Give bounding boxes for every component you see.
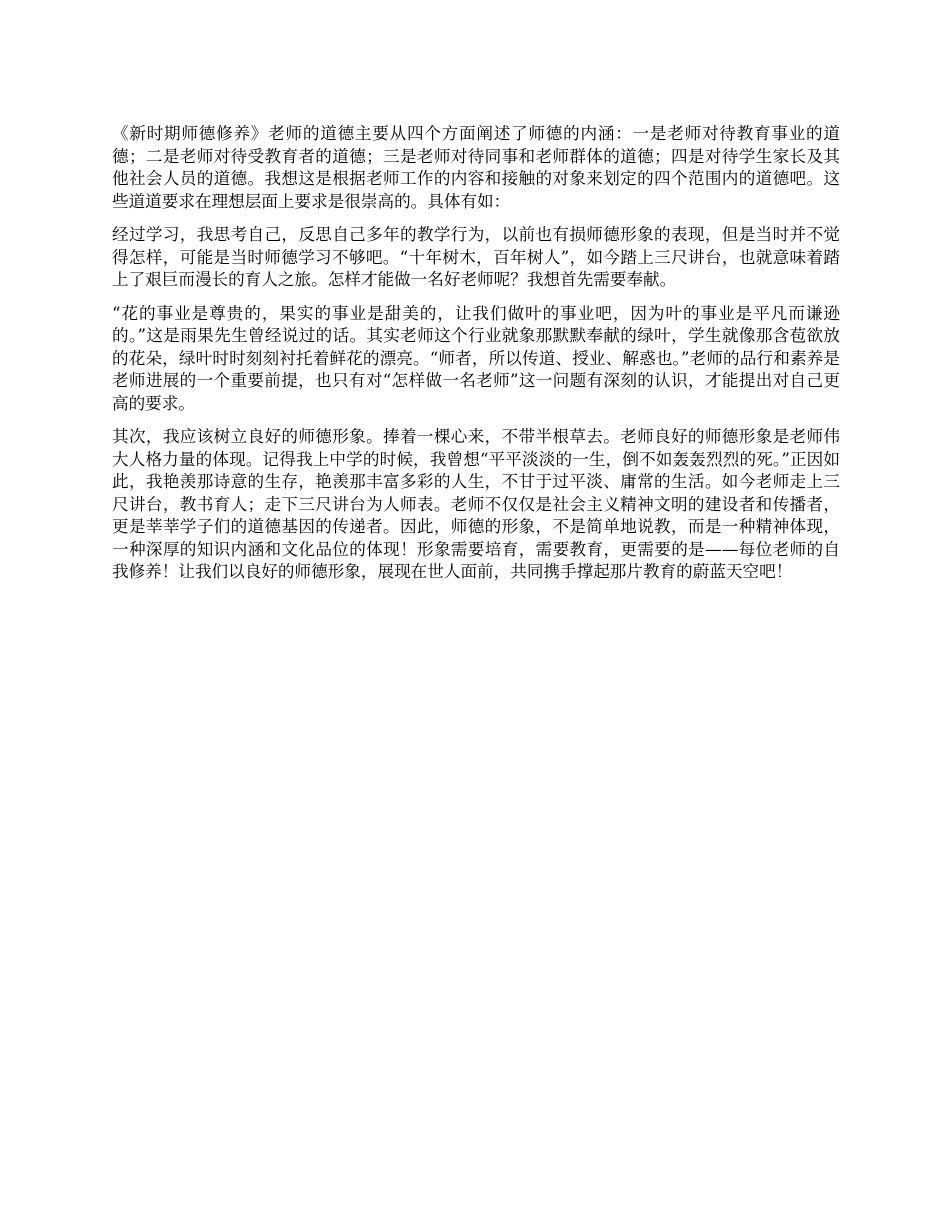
- paragraph-dedication: “花的事业是尊贵的，果实的事业是甜美的，让我们做叶的事业吧，因为叶的事业是平凡而谦逊的。”这是雨果先生曾经说过的话。其实老师这个行业就象那默默奉献的绿叶，学生就像那含苞欲放的花朵，绿叶时时刻刻衬托着鲜花的漂亮。“师者，所以传道、授业、解惑也。”老师的品行和素养是老师进展的一个重要前提，也只有对“怎样做一名老师”这一问题有深刻的认识，才能提出对自己更高的要求。: [112, 303, 840, 413]
- paragraph-image: 其次，我应该树立良好的师德形象。捧着一棵心来，不带半根草去。老师良好的师德形象是老师伟大人格力量的体现。记得我上中学的时候，我曾想“平平淡淡的一生，倒不如轰轰烈烈的死。”正因如此，我艳羡那诗意的生存，艳羡那丰富多彩的人生，不甘于过平淡、庸常的生活。如今老师走上三尺讲台，教书育人；走下三尺讲台为人师表。老师不仅仅是社会主义精神文明的建设者和传播者，更是莘莘学子们的道德基因的传递者。因此，师德的形象，不是简单地说教，而是一种精神体现，一种深厚的知识内涵和文化品位的体现！形象需要培育，需要教育，更需要的是——每位老师的自我修养！让我们以良好的师德形象，展现在世人面前，共同携手撑起那片教育的蔚蓝天空吧！: [112, 427, 840, 581]
- document-body: [112, 123, 840, 595]
- paragraph-reflection: 经过学习，我思考自己，反思自己多年的教学行为，以前也有损师德形象的表现，但是当时并不觉得怎样，可能是当时师德学习不够吧。“十年树木，百年树人”，如今踏上三尺讲台，也就意味着踏上了艰巨而漫长的育人之旅。怎样才能做一名好老师呢？我想首先需要奉献。: [112, 225, 840, 289]
- paragraph-intro: 《新时期师德修养》老师的道德主要从四个方面阐述了师德的内涵：一是老师对待教育事业的道德；二是老师对待受教育者的道德；三是老师对待同事和老师群体的道德；四是对待学生家长及其他社会人员的道德。我想这是根据老师工作的内容和接触的对象来划定的四个范围内的道德吧。这些道道要求在理想层面上要求是很崇高的。具体有如：: [112, 124, 840, 211]
